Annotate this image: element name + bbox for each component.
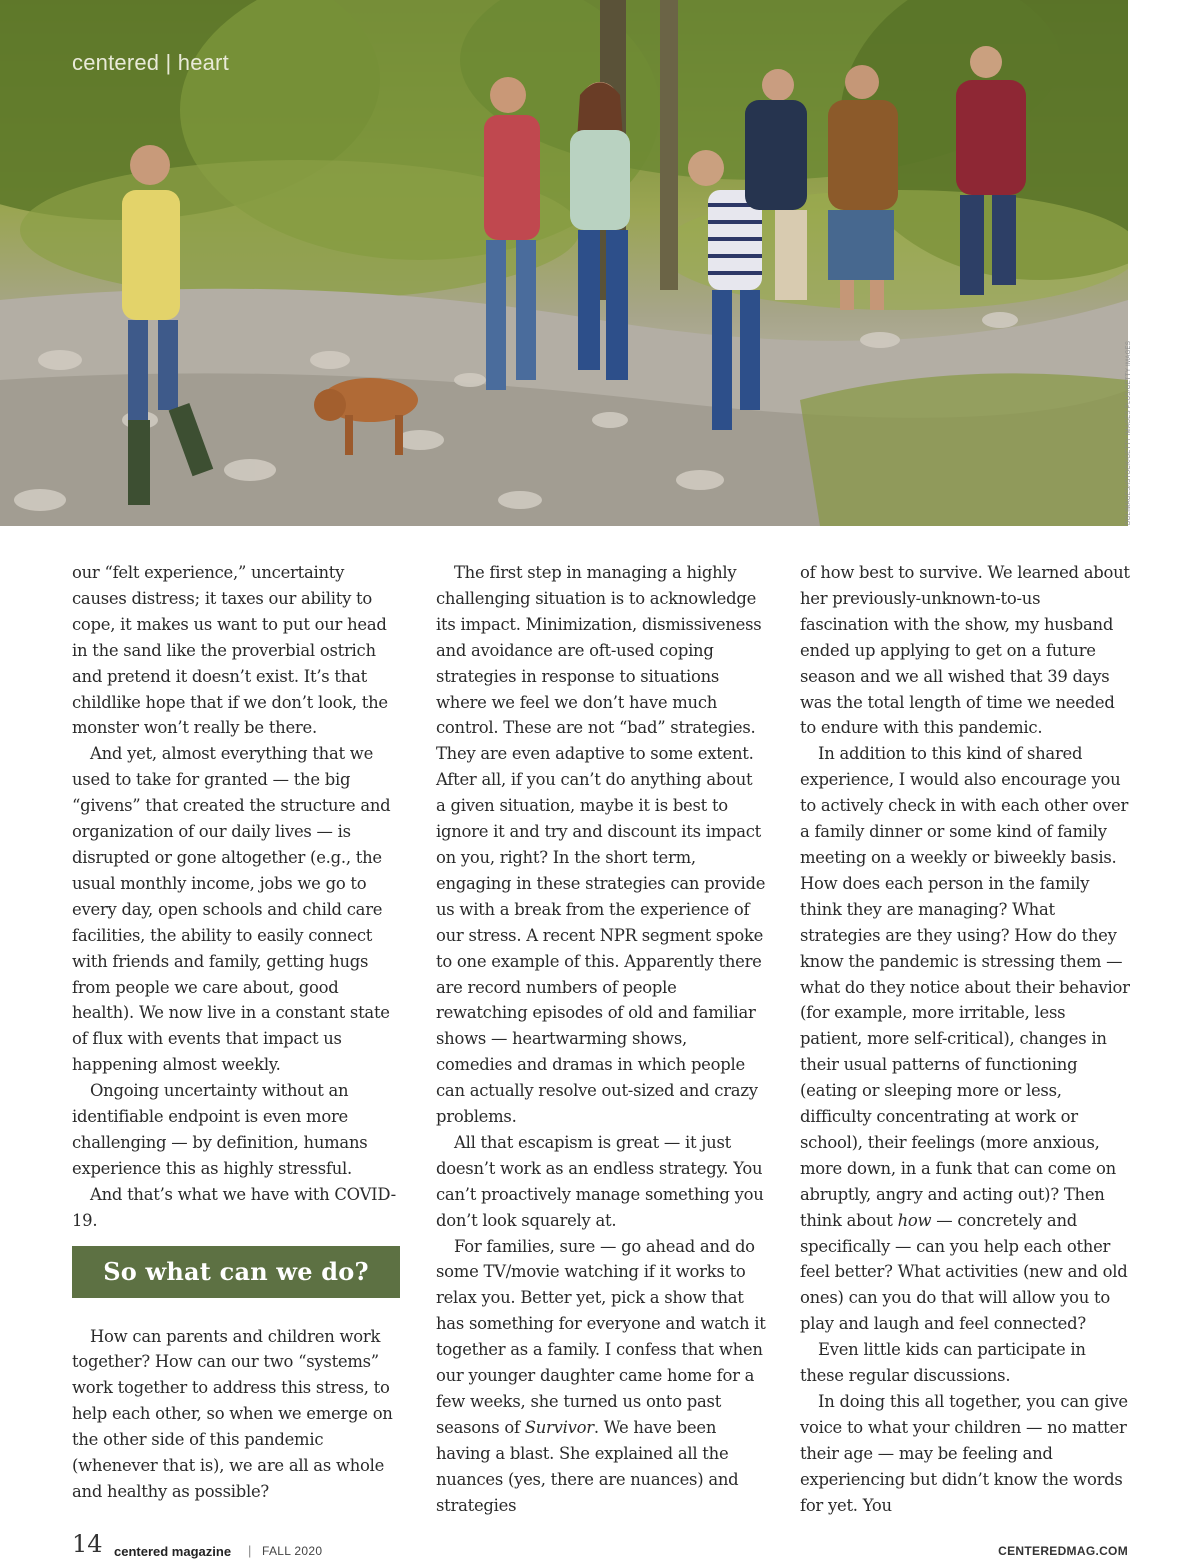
paragraph (800, 741, 1130, 1337)
paragraph: In doing this all together, you can give voice to what your children — no matter their age — may be feeling and experiencing but didn’t know the words for yet. You (800, 1392, 1128, 1515)
paragraph-text: — concretely and specifically — can you help each other feel better? What activities (new and old ones) can you do that will allow you to play and laugh and feel connected? (800, 1210, 1128, 1334)
website-url: CENTEREDMAG.COM (998, 1544, 1128, 1558)
article-column-2 (436, 560, 766, 1519)
paragraph: Even little kids can participate in these regular discussions. (800, 1340, 1086, 1386)
section-subhead: So what can we do? (72, 1246, 400, 1298)
paragraph-text: For families, sure — go ahead and do some TV/movie watching if it works to relax you. Better yet, pick a show that has something for everyone and watch it together as a family. I confess that when our younger daughter came home for a few weeks, she turned us onto past seasons of (436, 1236, 766, 1437)
paragraph: The first step in managing a highly challenging situation is to acknowledge its impact. Minimization, dismissiveness and avoidance are oft-used coping strategies in response to situations where we feel we don’t have much control. These are not “bad” strategies. They are even adaptive to some extent. After all, if you can’t do anything about a given situation, maybe it is best to ignore it and try and discount its impact on you, right? In the short term, engaging in these strategies can provide us with a break from the experience of our stress. A recent NPR segment spoke to one example of this. Apparently there are record numbers of people rewatching episodes of old and familiar shows — heartwarming shows, comedies and dramas in which people can actually resolve out-sized and crazy problems. (436, 563, 766, 1127)
paragraph: Ongoing uncertainty without an identifiable endpoint is even more challenging — by definition, humans experience this as highly stressful. (72, 1081, 368, 1178)
paragraph: And yet, almost everything that we used to take for granted — the big “givens” that created the structure and organization of our daily lives — is disrupted or gone altogether (e.g., the usual monthly income, jobs we go to every day, open schools and child care facilities, the ability to easily connect with friends and family, getting hugs from people we care about, good health). We now live in a constant state of flux with events that impact us happening almost weekly. (72, 744, 391, 1075)
section-tag: centered | heart (72, 50, 229, 75)
man-brown-sweater (828, 65, 898, 310)
girl-mint-top (570, 82, 630, 380)
issue-label: FALL 2020 (262, 1544, 323, 1558)
paragraph: of how best to survive. We learned about her previously-unknown-to-us fascination with the show, my husband ended up applying to get on a future season and we all wished that 39 days was the total length of time we needed to endure with this pandemic. (800, 563, 1130, 738)
magazine-name: centered magazine (114, 1544, 232, 1559)
emphasis: how (897, 1210, 932, 1230)
paragraph-text: In addition to this kind of shared experience, I would also encourage you to actively check in with each other over a family dinner or some kind of family meeting on a weekly or biweekly basis. How does each person in the family think they are managing? What strategies are they using? How do they know the pandemic is stressing them — what do they notice about their behavior (for example, more irritable, less patient, more self-critical), changes in their usual patterns of functioning (eating or sleeping more or less, difficulty concentrating at work or school), their feelings (more anxious, more down, in a funk that can come on abruptly, angry and acting out)? Then think about (800, 744, 1130, 1230)
paragraph: our “felt experience,” uncertainty causes distress; it taxes our ability to cope, it makes us want to put our head in the sand like the proverbial ostrich and pretend it doesn’t exist. It’s that childlike hope that if we don’t look, the monster won’t really be there. (72, 563, 388, 738)
paragraph: All that escapism is great — it just doesn’t work as an endless strategy. You can’t proactively manage something you don’t look squarely at. (436, 1132, 764, 1230)
photo-credit: DGLIMAGES/ISTOCK/GETTY IMAGES PLUS/GETTY IMAGES (1126, 340, 1132, 525)
hero-photo (0, 0, 1128, 526)
family-hiking-illustration (0, 0, 1128, 526)
article-column-1 (72, 560, 402, 1505)
paragraph: And that’s what we have with COVID-19. (72, 1184, 396, 1230)
paragraph (436, 1234, 766, 1519)
paragraph-text: . We have been having a blast. She explained all the nuances (yes, there are nuances) and strategies (436, 1417, 739, 1515)
article-column-3 (800, 560, 1130, 1519)
paragraph: How can parents and children work together? How can our two “systems” work together to address this stress, to help each other, so when we emerge on the other side of this pandemic (whenever that is), we are all as whole and healthy as possible? (72, 1326, 393, 1501)
page-number: 14 (72, 1530, 103, 1558)
show-title: Survivor (524, 1417, 594, 1437)
page-footer (72, 1530, 1128, 1564)
footer-separator: | (248, 1543, 252, 1558)
